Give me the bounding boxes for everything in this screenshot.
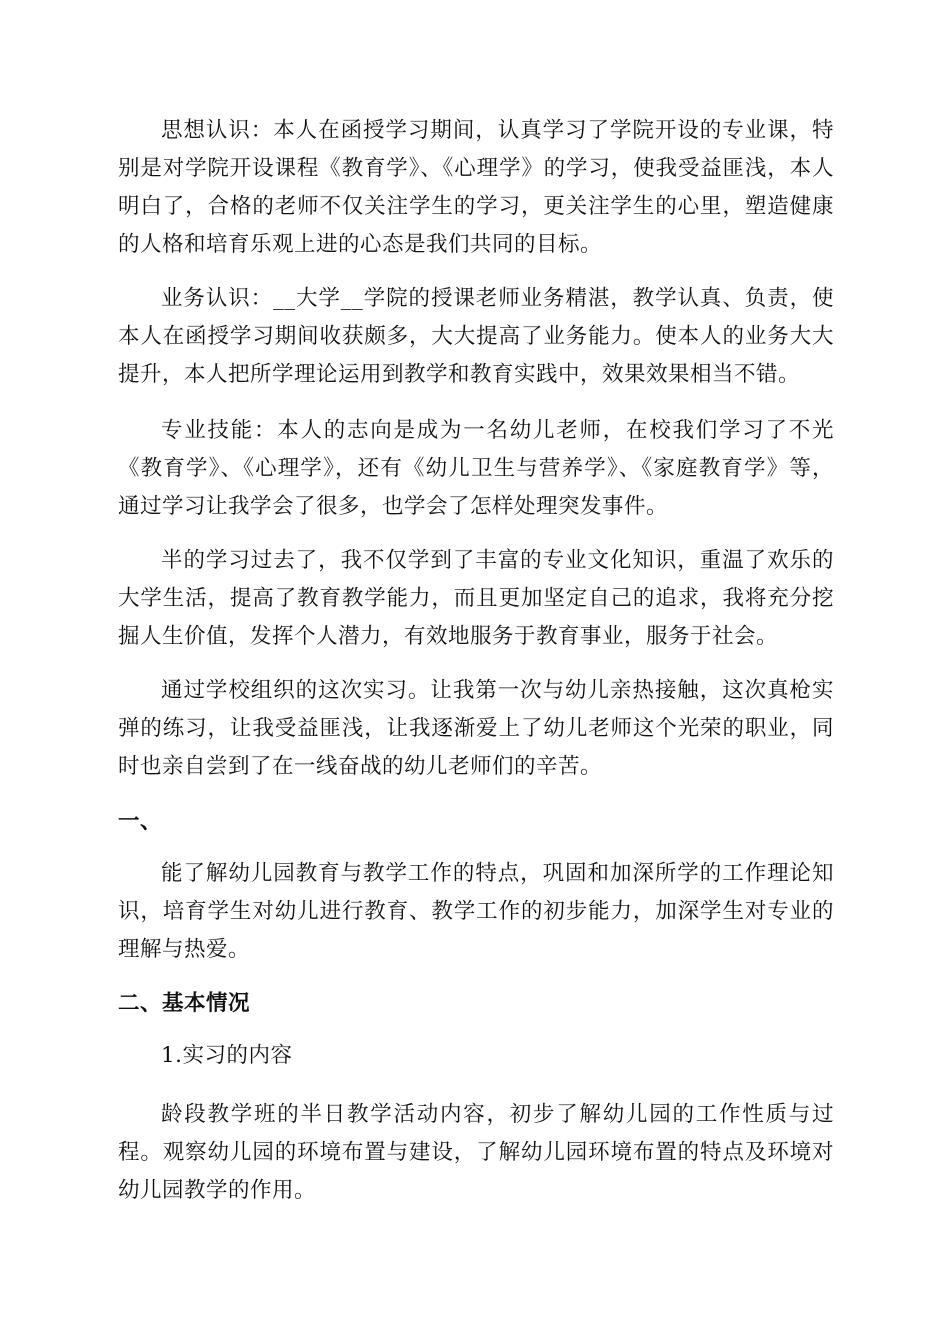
- paragraph-learning-summary: 半的学习过去了，我不仅学到了丰富的专业文化知识，重温了欢乐的大学生活，提高了教育教学能力，而且更加坚定自己的追求，我将充分挖掘人生价值，发挥个人潜力，有效地服务于教育事业，服务于社会。: [118, 548, 834, 649]
- paragraph-thought-awareness: 思想认识：本人在函授学习期间，认真学习了学院开设的专业课，特别是对学院开设课程《教育学》、《心理学》的学习，使我受益匪浅，本人明白了，合格的老师不仅关注学生的学习，更关注学生的心里，塑造健康的人格和培育乐观上进的心态是我们共同的目标。: [118, 118, 834, 257]
- paragraph-internship-experience: 通过学校组织的这次实习。让我第一次与幼儿亲热接触，这次真枪实弹的练习，让我受益匪浅，让我逐渐爱上了幼儿老师这个光荣的职业，同时也亲自尝到了在一线奋战的幼儿老师们的辛苦。: [118, 678, 834, 779]
- paragraph-professional-skills: 专业技能：本人的志向是成为一名幼儿老师，在校我们学习了不光《教育学》、《心理学》，还有《幼儿卫生与营养学》、《家庭教育学》等，通过学习让我学会了很多，也学会了怎样处理突发事件。: [118, 418, 834, 519]
- section-heading-two: 二、基本情况: [118, 991, 251, 1016]
- paragraph-business-awareness: 业务认识：__大学__学院的授课老师业务精湛，教学认真、负责，使本人在函授学习期间收获颇多，大大提高了业务能力。使本人的业务大大提升，本人把所学理论运用到教学和教育实践中，效果效果相当不错。: [118, 286, 834, 387]
- paragraph-section-one: 能了解幼儿园教育与教学工作的特点，巩固和加深所学的工作理论知识，培育学生对幼儿进行教育、教学工作的初步能力，加深学生对专业的理解与热爱。: [118, 861, 834, 962]
- section-heading-one: 一、: [118, 809, 163, 834]
- paragraph-section-two: 龄段教学班的半日教学活动内容，初步了解幼儿园的工作性质与过程。观察幼儿园的环境布置与建设，了解幼儿园环境布置的特点及环境对幼儿园教学的作用。: [118, 1102, 834, 1203]
- subheading-internship-content: 1.实习的内容: [161, 1043, 293, 1068]
